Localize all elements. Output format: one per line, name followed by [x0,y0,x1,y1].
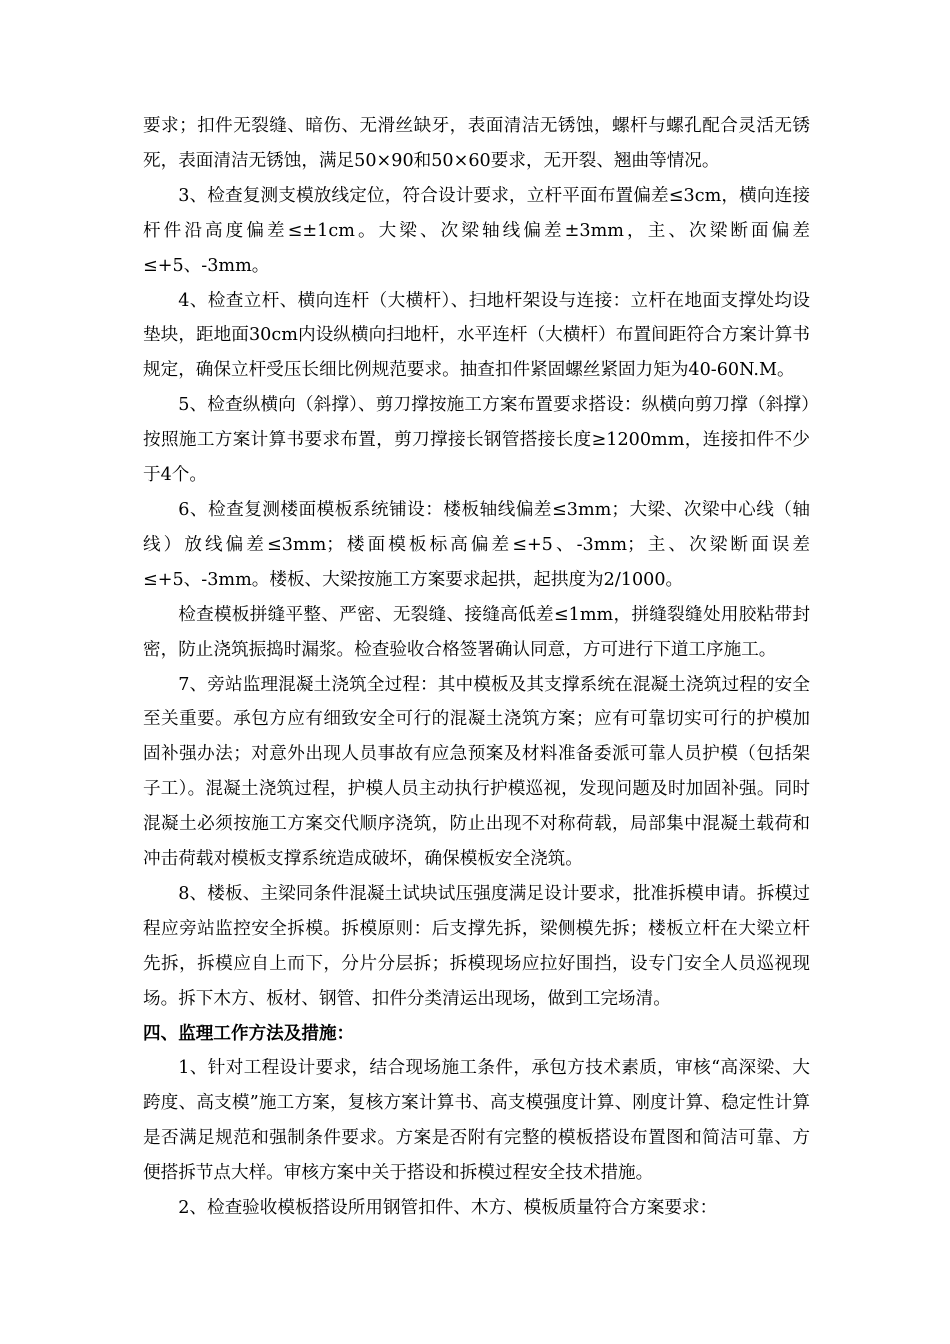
document-page [143,109,810,1226]
paragraph-item-8-formwork-removal: 8、楼板、主梁同条件混凝土试块试压强度满足设计要求，批准拆模申请。拆模过程应旁站监控安全拆模。拆模原则：后支撑先拆，梁侧模先拆；楼板立杆在大梁立杆先拆，拆模应自上而下，分片分层拆；拆模现场应拉好围挡，设专门安全人员巡视现场。拆下木方、板材、钢管、扣件分类清运出现场，做到工完场清。 [143,883,810,1009]
paragraph-method-1-plan-review: 1、针对工程设计要求，结合现场施工条件，承包方技术素质，审核“高深梁、大跨度、高支模”施工方案，复核方案计算书、高支模强度计算、刚度计算、稳定性计算是否满足规范和强制条件要求。方案是否附有完整的模板搭设布置图和简洁可靠、方便搭拆节点大样。审核方案中关于搭设和拆模过程安全技术措施。 [143,1058,810,1184]
paragraph-item-3-layout-check: 3、检查复测支模放线定位，符合设计要求，立杆平面布置偏差≤3cm，横向连接杆件沿高度偏差≤±1cm。大梁、次梁轴线偏差±3mm，主、次梁断面偏差≤+5、-3mm。 [143,185,810,276]
paragraph-item-4-pole-check: 4、检查立杆、横向连杆（大横杆）、扫地杆架设与连接：立杆在地面支撑处均设垫块，距地面30cm内设纵横向扫地杆，水平连杆（大横杆）布置间距符合方案计算书规定，确保立杆受压长细比例规范要求。抽查扣件紧固螺丝紧固力矩为40-60N.M。 [143,290,810,381]
paragraph-method-2-material-inspection: 2、检查验收模板搭设所用钢管扣件、木方、模板质量符合方案要求： [178,1198,718,1219]
paragraph-item-7-concrete-pouring: 7、旁站监理混凝土浇筑全过程：其中模板及其支撑系统在混凝土浇筑过程的安全至关重要。承包方应有细致安全可行的混凝土浇筑方案；应有可靠切实可行的护模加固补强办法；对意外出现人员事故有应急预案及材料准备委派可靠人员护模（包括架子工）。混凝土浇筑过程，护模人员主动执行护模巡视，发现问题及时加固补强。同时混凝土必须按施工方案交代顺序浇筑，防止出现不对称荷载，局部集中混凝土载荷和冲击荷载对模板支撑系统造成破坏，确保模板安全浇筑。 [143,674,810,870]
section-heading-supervision-methods: 四、监理工作方法及措施： [143,1022,355,1044]
paragraph-item-5-bracing-check: 5、检查纵横向（斜撑）、剪刀撑按施工方案布置要求搭设：纵横向剪刀撑（斜撑）按照施工方案计算书要求布置，剪刀撑接长钢管搭接长度≥1200mm，连接扣件不少于4个。 [143,395,810,486]
paragraph-item-6-floor-formwork-check: 6、检查复测楼面模板系统铺设：楼板轴线偏差≤3mm；大梁、次梁中心线（轴线）放线偏差≤3mm；楼面模板标高偏差≤+5、-3mm；主、次梁断面误差≤+5、-3mm。楼板、大梁按施工方案要求起拱，起拱度为2/1000。 [143,499,810,590]
paragraph-fastener-requirements: 要求；扣件无裂缝、暗伤、无滑丝缺牙，表面清洁无锈蚀，螺杆与螺孔配合灵活无锈死，表面清洁无锈蚀，满足50×90和50×60要求，无开裂、翘曲等情况。 [143,116,810,171]
paragraph-seam-check: 检查模板拼缝平整、严密、无裂缝、接缝高低差≤1mm，拼缝裂缝处用胶粘带封密，防止浇筑振捣时漏浆。检查验收合格签署确认同意，方可进行下道工序施工。 [143,604,810,660]
